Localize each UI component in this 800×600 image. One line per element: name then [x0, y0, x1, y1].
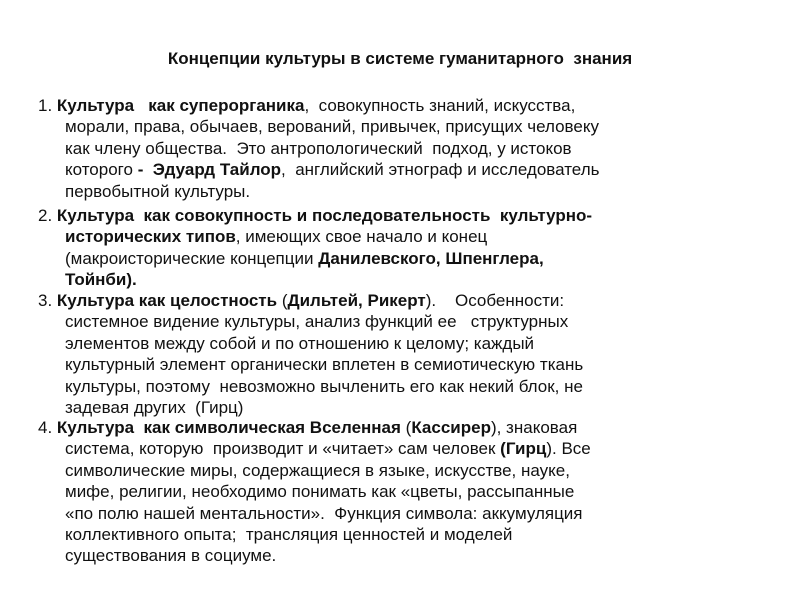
bold-text-run: Тойнби). [65, 270, 137, 290]
bold-text-run: - Эдуард Тайлор [137, 160, 282, 180]
text-line [38, 269, 728, 290]
text-line [38, 354, 728, 375]
text-line [38, 205, 728, 226]
text-line [38, 503, 728, 524]
text-run: , имеющих свое начало и конец [235, 227, 488, 247]
text-line [38, 181, 728, 202]
bold-text-run: исторических типов [65, 227, 236, 247]
text-line [38, 545, 728, 566]
list-item-integrity [38, 290, 728, 418]
text-run: элементов между собой и по отношению к целому; каждый [65, 333, 535, 353]
text-line [38, 417, 728, 438]
text-run: «по полю нашей ментальности». Функция символа: аккумуляция [65, 503, 583, 523]
text-run: задевая других (Гирц) [65, 397, 244, 417]
text-run: культуры, поэтому невозможно вычленить его как некий блок, не [65, 376, 583, 396]
text-run: символические миры, содержащиеся в языке, искусстве, науке, [65, 460, 570, 480]
text-run: ), знаковая [490, 418, 578, 437]
text-run: 4. [38, 418, 57, 437]
bold-text-run: Культура как символическая Вселенная [56, 418, 401, 437]
text-line [38, 481, 728, 502]
bold-text-run: Культура как совокупность и последовательность культурно- [56, 206, 593, 225]
text-run: , совокупность знаний, искусства, [304, 96, 576, 115]
text-line [38, 95, 728, 116]
list-item-symbolic-universe [38, 417, 728, 567]
text-line [38, 460, 728, 481]
text-line [38, 248, 728, 269]
text-line [38, 438, 728, 459]
text-run: культурный элемент органически вплетен в семиотическую ткань [65, 355, 584, 375]
text-run: 3. [38, 291, 57, 310]
text-line [38, 116, 728, 137]
text-line [38, 159, 728, 180]
list-item-superorganic [38, 95, 728, 202]
bold-text-run: (Гирц [500, 439, 547, 459]
text-run: коллективного опыта; трансляция ценностей и моделей [65, 524, 513, 544]
text-line [38, 376, 728, 397]
text-run: система, которую производит и «читает» сам человек [65, 439, 501, 459]
bold-text-run: Дильтей, Рикерт [287, 291, 426, 310]
text-run: системное видение культуры, анализ функций ее структурных [65, 312, 569, 332]
bold-text-run: Культура как целостность [56, 291, 278, 310]
text-run: (макроисторические концепции [65, 248, 319, 268]
text-run: как члену общества. Это антропологический подход, у истоков [65, 138, 572, 158]
text-run: 2. [38, 206, 57, 225]
text-run: ( [277, 291, 288, 310]
bold-text-run: Культура как суперорганика [56, 96, 305, 115]
text-line [38, 311, 728, 332]
text-run: ). Все [546, 439, 591, 459]
list-item-historical-types [38, 205, 728, 291]
text-run: , английский этнограф и исследователь [281, 160, 600, 180]
text-line [38, 138, 728, 159]
slide-title: Концепции культуры в системе гуманитарного знания [167, 49, 633, 68]
bold-text-run: Данилевского, Шпенглера, [318, 248, 544, 268]
text-run: ). Особенности: [425, 291, 565, 310]
text-run: существования в социуме. [65, 546, 277, 566]
text-run: которого [65, 160, 138, 180]
text-line [38, 333, 728, 354]
text-run: мифе, религии, необходимо понимать как «цветы, рассыпанные [65, 482, 575, 502]
text-line [38, 226, 728, 247]
text-line [38, 290, 728, 311]
bold-text-run: Кассирер [411, 418, 491, 437]
text-line [38, 524, 728, 545]
text-run: морали, права, обычаев, верований, привычек, присущих человеку [65, 117, 599, 137]
text-run: первобытной культуры. [65, 181, 251, 201]
text-line [38, 397, 728, 418]
text-run: ( [400, 418, 412, 437]
text-run: 1. [38, 96, 57, 115]
